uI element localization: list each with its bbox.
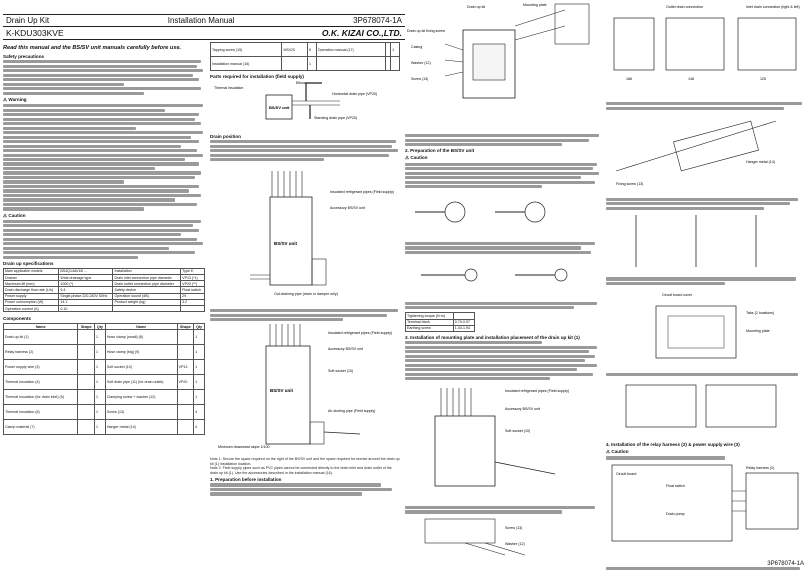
drain-position-heading: Drain position bbox=[210, 134, 241, 139]
components-cell: 1 bbox=[95, 375, 106, 390]
components-header-cell: Qty bbox=[95, 324, 106, 330]
outdrain-label: Out-draining pipe (drain or damper only) bbox=[274, 291, 338, 296]
components-cell: 1 bbox=[95, 390, 106, 405]
intro-text: Read this manual and the BS/SV unit manuals carefully before use. bbox=[3, 45, 182, 51]
col4-text-2 bbox=[606, 198, 804, 210]
install-kit-heading: 3. Installation of mounting plate and installation placement of the drain up kit (1) bbox=[405, 334, 580, 340]
specs-cell: 9.4 bbox=[59, 287, 113, 293]
kit-assembly-diagram bbox=[405, 0, 601, 128]
screw-detail-diagram bbox=[405, 515, 601, 565]
float-switch-diagram bbox=[606, 377, 804, 435]
specs-cell: Drain inlet connection pipe diameter bbox=[113, 275, 181, 281]
col4-text-3 bbox=[606, 277, 804, 285]
insulated-label: Insulated refrigerant pipes (Field supply) bbox=[330, 189, 395, 194]
document-header bbox=[3, 14, 405, 40]
specs-cell: 0.10 bbox=[59, 305, 113, 311]
components-cell: Clamp material (7) bbox=[4, 420, 78, 435]
extra-components-row bbox=[211, 57, 400, 71]
hanging-bolts-diagram bbox=[606, 211, 804, 271]
specs-cell: Main applicable models bbox=[4, 268, 59, 274]
header-bottom-row bbox=[3, 27, 405, 40]
extra-components-cell: Installation manual (16) bbox=[211, 57, 282, 71]
components-cell: Thermal insulation (for drain inlet) (5) bbox=[4, 390, 78, 405]
components-cell: VP20 bbox=[177, 375, 194, 390]
specs-cell: Safety device bbox=[113, 287, 181, 293]
specs-cell bbox=[181, 305, 205, 311]
specs-cell: Installation bbox=[113, 268, 181, 274]
brand-name: O.K. KIZAI CO.,LTD. bbox=[321, 28, 402, 38]
components-cell: 1 bbox=[194, 360, 205, 375]
column-2 bbox=[210, 42, 400, 571]
safety-heading: Safety precautions bbox=[3, 54, 45, 59]
fixing-label: Drain up kit fixing screw bbox=[407, 29, 445, 33]
bssv-label: BS/SV unit bbox=[274, 240, 298, 246]
manual-title: Installation Manual bbox=[167, 16, 235, 25]
components-cell: 1 bbox=[95, 360, 106, 375]
terminal-diagram bbox=[405, 190, 601, 236]
caution-heading: ⚠ Caution bbox=[3, 212, 26, 218]
dim-2: 125 bbox=[760, 77, 766, 81]
extra-components-cell: 1 bbox=[307, 57, 316, 71]
components-cell bbox=[177, 345, 194, 360]
caution-text bbox=[3, 220, 205, 259]
components-row bbox=[4, 420, 205, 435]
components-cell: 1 bbox=[194, 375, 205, 390]
specs-cell: Product weight (kg) bbox=[113, 299, 181, 305]
insulated-label-3: Insulated refrigerant pipes (Field supply) bbox=[505, 388, 570, 393]
diagram-bssv-text: BS/SV unit bbox=[269, 105, 290, 110]
float-switch-label: Float switch bbox=[666, 483, 685, 488]
extra-components-cell bbox=[391, 57, 400, 71]
specs-cell: Operation sound (dB) bbox=[113, 293, 181, 299]
specs-cell: Maximum lift (mm) bbox=[4, 281, 59, 287]
dimension-diagram bbox=[606, 0, 804, 96]
specs-cell: 3.2 bbox=[181, 299, 205, 305]
components-row bbox=[4, 360, 205, 375]
circuit-board-label: Circuit board bbox=[616, 471, 637, 476]
specs-cell: Drain outlet connection pipe diameter bbox=[113, 281, 181, 287]
col3-text-3 bbox=[405, 242, 601, 254]
components-header-cell: Name bbox=[105, 324, 177, 330]
drain-position-diagram bbox=[210, 163, 398, 303]
caution-label: Caution bbox=[8, 212, 26, 218]
accessory-label-3: Accessory BS/SV unit bbox=[505, 406, 540, 411]
doc-number: 3P678074-1A bbox=[353, 16, 402, 25]
specs-cell: Wide drainage type bbox=[59, 275, 113, 281]
components-cell bbox=[78, 375, 95, 390]
components-cell: Soft drain pipe (11) (for drain outlet) bbox=[105, 375, 177, 390]
components-cell: VP13 bbox=[177, 360, 194, 375]
extra-components-cell: M3X20 bbox=[282, 43, 307, 57]
col4-text-5 bbox=[606, 456, 804, 459]
specs-table bbox=[3, 268, 205, 312]
extra-components-cell: 5 bbox=[307, 43, 316, 57]
soft-socket-label-2: Soft socket (10) bbox=[505, 428, 531, 433]
specs-cell: Drainer bbox=[4, 275, 59, 281]
prep-power-heading: 2. Preparation of the BS/SV unit bbox=[405, 148, 475, 154]
specs-cell: BS4Q14AV1B ... bbox=[59, 268, 113, 274]
caution-3-label: Caution bbox=[611, 449, 629, 455]
circuit-cover-label: Circuit board cover bbox=[662, 293, 693, 298]
torque-row bbox=[406, 325, 475, 331]
components-cell: 1 bbox=[95, 405, 106, 420]
components-cell: 4 bbox=[194, 405, 205, 420]
drain-kit-label: Drain up kit bbox=[467, 5, 486, 9]
extra-components-cell: 1 bbox=[391, 43, 400, 57]
components-cell: Screw (13) bbox=[105, 405, 177, 420]
specs-cell: Power supply bbox=[4, 293, 59, 299]
elbow-diagram bbox=[210, 79, 398, 127]
col3-text-5 bbox=[405, 341, 601, 380]
column-1 bbox=[3, 42, 205, 571]
product-name: Drain Up Kit bbox=[6, 16, 50, 25]
components-cell: Thermal insulation (6) bbox=[4, 405, 78, 420]
components-row bbox=[4, 375, 205, 390]
kit-install-diagram bbox=[405, 382, 601, 500]
caution-2-label: Caution bbox=[410, 155, 428, 161]
components-cell: Soft socket (10) bbox=[105, 360, 177, 375]
casing-label: Casing bbox=[411, 45, 423, 49]
components-cell: 1 bbox=[194, 345, 205, 360]
components-cell: Thermal insulation (4) bbox=[4, 375, 78, 390]
extra-components-table bbox=[210, 42, 400, 71]
washer-label: Washer (12) bbox=[411, 61, 431, 65]
caution-2-heading: ⚠ Caution bbox=[405, 155, 428, 161]
min-slope-label: Minimum downward slope 1/100 bbox=[218, 445, 270, 450]
specs-cell: VP20 (**) bbox=[181, 281, 205, 287]
specs-cell: Operation current (A) bbox=[4, 305, 59, 311]
caution-3-heading: ⚠ Caution bbox=[606, 449, 629, 455]
components-row bbox=[4, 405, 205, 420]
screw13-label: Screw (13) bbox=[411, 77, 429, 81]
prep-heading: 1. Preparation before installation bbox=[210, 477, 282, 483]
components-cell: Drain up kit (1) bbox=[4, 330, 78, 345]
extra-components-cell bbox=[282, 57, 307, 71]
footer-doc-number: 3P678074-1A bbox=[767, 561, 804, 567]
tabs-label: Tabs (2 locations) bbox=[746, 311, 775, 316]
accessory-label-2: Accessory BS/SV unit bbox=[328, 347, 363, 352]
specs-cell: VP13 (*1) bbox=[181, 275, 205, 281]
components-header-cell: Shape bbox=[78, 324, 95, 330]
torque-cell: 0.79-0.97 bbox=[453, 319, 474, 325]
specs-cell: 29 bbox=[181, 293, 205, 299]
specs-cell: 14.1 bbox=[59, 299, 113, 305]
dim-0: 186 bbox=[626, 77, 632, 81]
specs-row bbox=[4, 305, 205, 311]
hanger-label: Hanger metal (14) bbox=[746, 160, 775, 165]
components-header-cell: Qty bbox=[194, 324, 205, 330]
extra-components-cell bbox=[316, 57, 385, 71]
extra-components-cell: Operation manual (17) bbox=[316, 43, 385, 57]
drain-specs-heading: Drain up specifications bbox=[3, 260, 54, 266]
components-row bbox=[4, 345, 205, 360]
components-cell: 4 bbox=[194, 420, 205, 435]
column-4 bbox=[606, 0, 804, 571]
components-cell bbox=[78, 405, 95, 420]
components-cell: 1 bbox=[194, 390, 205, 405]
col3-text-4 bbox=[405, 302, 601, 310]
components-row bbox=[4, 390, 205, 405]
specs-cell: 1000 (*) bbox=[59, 281, 113, 287]
relay-harness-label: Relay harness (2) bbox=[746, 465, 775, 470]
components-table bbox=[3, 323, 205, 435]
dim-1: 148 bbox=[688, 77, 694, 81]
air-duct-label: Air ducting pipe (Field supply) bbox=[328, 409, 376, 414]
warning-text bbox=[3, 104, 205, 210]
parts-required-heading: Parts required for installation (field supply) bbox=[210, 74, 304, 79]
elbow-label: Elbow bbox=[296, 81, 306, 85]
horizontal-label: Horizontal drain pipe (VP20) bbox=[332, 92, 378, 96]
drain-pump-label: Drain pump bbox=[666, 511, 685, 516]
components-cell bbox=[177, 405, 194, 420]
components-cell: Hose clamp (small) (8) bbox=[105, 330, 177, 345]
components-cell: Power supply wire (3) bbox=[4, 360, 78, 375]
torque-cell: Earthing screw bbox=[406, 325, 454, 331]
components-cell: Hose clamp (big) (9) bbox=[105, 345, 177, 360]
soft-socket-label: Soft socket (10) bbox=[328, 369, 354, 374]
insulated-label-2: Insulated refrigerant pipes (Field supply) bbox=[328, 331, 393, 336]
tightening-table bbox=[405, 312, 475, 332]
components-cell: 1 bbox=[194, 330, 205, 345]
wiring-diagram bbox=[606, 461, 804, 561]
components-cell bbox=[177, 330, 194, 345]
drain-position-text bbox=[210, 140, 400, 161]
specs-cell: Power consumption (W) bbox=[4, 299, 59, 305]
components-heading: Components bbox=[3, 316, 32, 322]
outlet-label: Outlet drain connection bbox=[666, 5, 703, 9]
components-header-cell: Name bbox=[4, 324, 78, 330]
model-number: K-KDU303KVE bbox=[6, 28, 64, 38]
drain-route-diagram bbox=[210, 322, 398, 452]
specs-cell: Float switch bbox=[181, 287, 205, 293]
components-cell bbox=[78, 420, 95, 435]
drain-notes-text bbox=[210, 309, 400, 321]
safety-text bbox=[3, 60, 205, 95]
extra-components-row bbox=[211, 43, 400, 57]
mounting-label: Mounting plate bbox=[523, 3, 547, 7]
specs-cell bbox=[113, 305, 181, 311]
components-cell bbox=[78, 390, 95, 405]
specs-cell: Single-phase 220-240V 50Hz bbox=[59, 293, 113, 299]
components-header-cell: Shape bbox=[177, 324, 194, 330]
components-cell: 1 bbox=[95, 330, 106, 345]
components-cell bbox=[78, 345, 95, 360]
fixing-screw-label: Fixing screw (13) bbox=[616, 182, 644, 187]
torque-cell: Terminal block bbox=[406, 319, 454, 325]
components-cell: 1 bbox=[95, 345, 106, 360]
mounting-label-2: Mounting plate bbox=[746, 329, 770, 334]
hanger-diagram bbox=[606, 111, 804, 191]
bssv-label-2: BS/SV unit bbox=[270, 388, 294, 394]
col4-text-4 bbox=[606, 373, 804, 376]
components-cell bbox=[78, 360, 95, 375]
warning-label: Warning bbox=[8, 96, 27, 102]
accessory-label: Accessory BS/SV unit bbox=[330, 205, 365, 210]
washer-label-2: Washer (12) bbox=[505, 541, 525, 546]
col3-text-6 bbox=[405, 506, 601, 514]
warning-heading: ⚠ Warning bbox=[3, 96, 27, 102]
components-cell: Relay harness (2) bbox=[4, 345, 78, 360]
components-cell bbox=[78, 330, 95, 345]
components-row bbox=[4, 330, 205, 345]
note-1: Note 1. Secure the space required on the right of the BS/SV unit and the space required for service around the drain up kit (1) installation location. bbox=[210, 457, 400, 466]
wire-connection-diagram bbox=[405, 255, 601, 295]
screw13-label-2: Screw (13) bbox=[505, 525, 523, 530]
torque-cell: 1.44-1.94 bbox=[453, 325, 474, 331]
extra-components-cell: Tapping screw (15) bbox=[211, 43, 282, 57]
col4-text-6 bbox=[606, 567, 804, 571]
torque-header-cell: Tightening torque (N·m) bbox=[406, 313, 454, 319]
components-cell: Hanger metal (14) bbox=[105, 420, 177, 435]
col3-text-1 bbox=[405, 134, 601, 146]
column-3 bbox=[405, 0, 601, 571]
col3-text-2 bbox=[405, 163, 601, 189]
prep-text bbox=[210, 483, 400, 495]
components-cell: 1 bbox=[95, 420, 106, 435]
relay-heading: 4. Installation of the relay harness (2) & power supply wire (3) bbox=[606, 442, 740, 448]
circuit-cover-diagram bbox=[606, 286, 804, 366]
components-cell bbox=[177, 390, 194, 405]
inlet-label: Inlet drain connection (right & left) bbox=[746, 5, 800, 9]
components-cell: Clamping screw + washer (12) bbox=[105, 390, 177, 405]
thermal-label: Thermal insulation bbox=[214, 86, 244, 90]
header-top-row bbox=[3, 14, 405, 27]
specs-cell: Type E bbox=[181, 268, 205, 274]
note-2: Note 2. Field supply pipes such as PVC pipes cannot be connected directly to the drain inlet and drain outlet of the drain up kit (1). Use the accessories described in the installation manual (16). bbox=[210, 466, 392, 475]
components-cell bbox=[177, 420, 194, 435]
col4-text-1 bbox=[606, 102, 804, 110]
standing-label: Standing drain pipe (VP20) bbox=[314, 116, 358, 120]
specs-cell: Drain discharge flow rate (L/h) bbox=[4, 287, 59, 293]
